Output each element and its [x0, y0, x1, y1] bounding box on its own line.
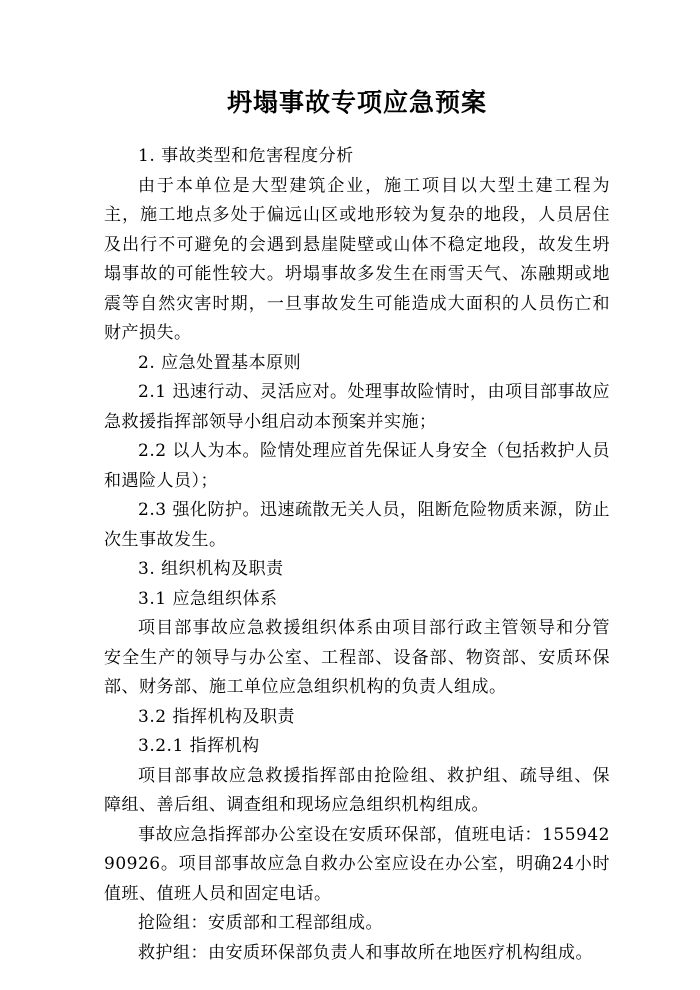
paragraph: 2.2 以人为本。险情处理应首先保证人身安全（包括救护人员和遇险人员）； — [104, 441, 610, 491]
paragraph: 由于本单位是大型建筑企业，施工项目以大型土建工程为主，施工地点多处于偏远山区或地形较为复杂的地段，人员居住及出行不可避免的会遇到悬崖陡壁或山体不稳定地段，故发生坍塌事故的可能性较大。坍塌事故多发生在雨雪天气、冻融期或地震等自然灾害时期，一旦事故发生可能造成大面积的人员伤亡和财产损失。 — [104, 175, 610, 343]
paragraph: 项目部事故应急救援组织体系由项目部行政主管领导和分管安全生产的领导与办公室、工程部、设备部、物资部、安质环保部、财务部、施工单位应急组织机构的负责人组成。 — [104, 618, 610, 697]
document-title: 坍塌事故专项应急预案 — [226, 88, 487, 117]
subsection-heading: 3.2 指挥机构及职责 — [138, 706, 295, 727]
section-heading: 1. 事故类型和危害程度分析 — [138, 146, 354, 166]
paragraph: 事故应急指挥部办公室设在安质环保部，值班电话：15594290926。项目部事故应急自救办公室应设在办公室，明确24小时值班、值班人员和固定电话。 — [104, 824, 610, 904]
subsection-heading: 3.1 应急组织体系 — [138, 588, 278, 609]
paragraph: 2.3 强化防护。迅速疏散无关人员，阻断危险物质来源，防止次生事故发生。 — [104, 500, 610, 550]
subsection-heading: 3.2.1 指挥机构 — [138, 736, 260, 756]
document-body — [104, 142, 610, 968]
paragraph: 抢险组：安质部和工程部组成。 — [138, 913, 383, 933]
paragraph: 2.1 迅速行动、灵活应对。处理事故险情时，由项目部事故应急救援指挥部领导小组启动本预案并实施； — [104, 382, 610, 432]
paragraph: 项目部事故应急救援指挥部由抢险组、救护组、疏导组、保障组、善后组、调查组和现场应急组织机构组成。 — [104, 765, 610, 815]
section-heading: 3. 组织机构及职责 — [138, 559, 284, 579]
section-heading: 2. 应急处置基本原则 — [138, 352, 302, 373]
paragraph: 救护组：由安质环保部负责人和事故所在地医疗机构组成。 — [138, 942, 593, 963]
